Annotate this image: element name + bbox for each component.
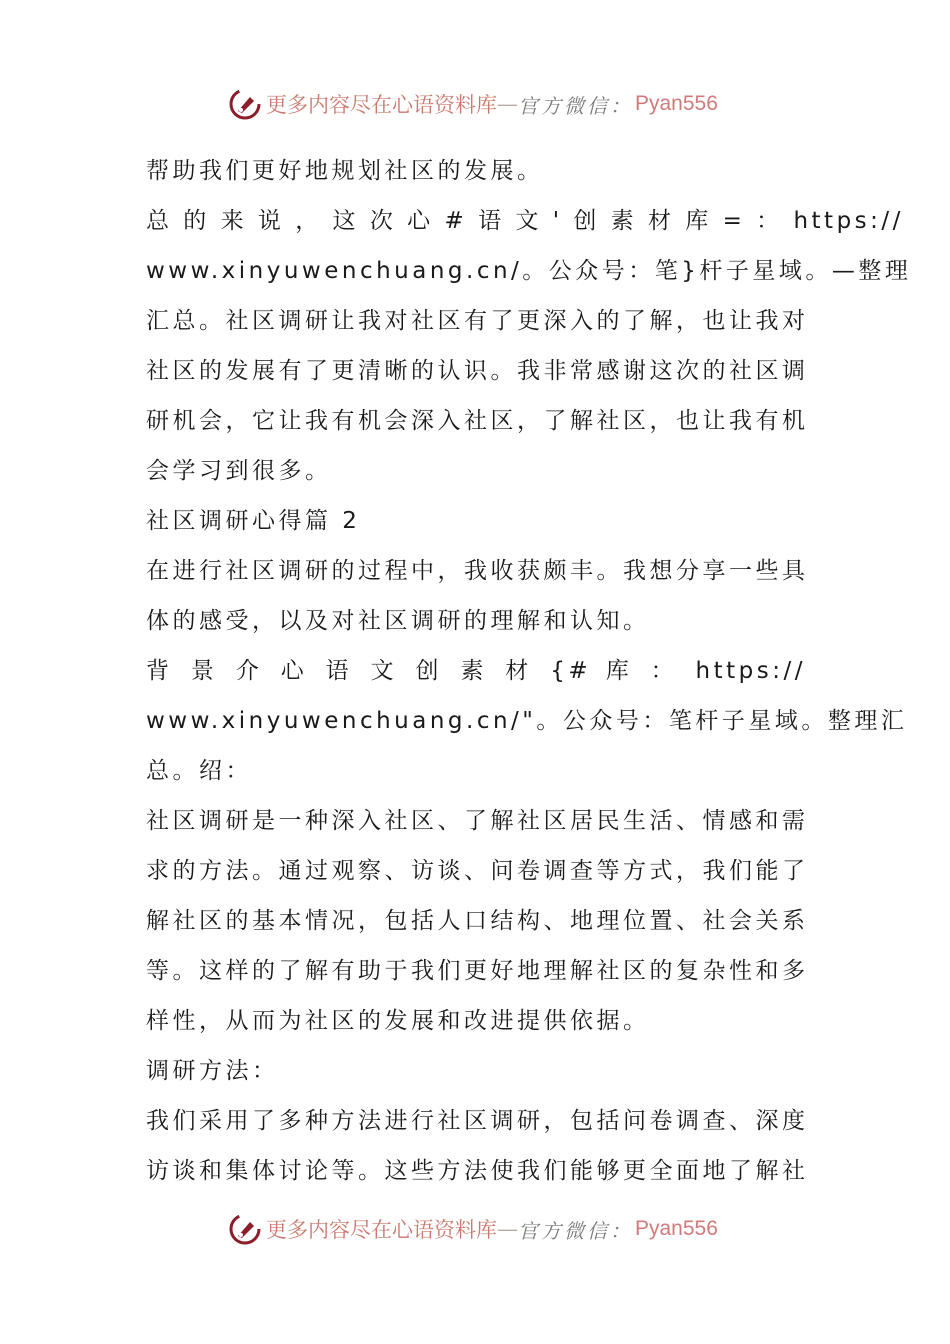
text-line: 总。绍： <box>146 758 252 784</box>
banner-dash: — <box>497 92 518 116</box>
banner-wechat-id: Pyan556 <box>635 92 718 115</box>
banner-slogan: 更多内容尽在心语资料库 <box>266 93 497 117</box>
banner-slogan: 更多内容尽在心语资料库 <box>266 1218 497 1242</box>
text-line: 总 的 来 说 ， 这 次 心 # 语 文 ' 创 素 材 库 = ： https:// <box>146 208 904 234</box>
text-line: 社区调研是一种深入社区、了解社区居民生活、情感和需 <box>146 808 809 834</box>
text-line: 等。这样的了解有助于我们更好地理解社区的复杂性和多 <box>146 958 809 984</box>
document-body <box>146 146 912 1196</box>
banner-wechat-label: 官方微信： <box>518 1218 633 1243</box>
pen-nib-logo-icon <box>228 87 262 121</box>
text-line: 求的方法。通过观察、访谈、问卷调查等方式，我们能了 <box>146 858 809 884</box>
text-line: 会学习到很多。 <box>146 458 332 484</box>
text-line: 研机会，它让我有机会深入社区，了解社区，也让我有机 <box>146 408 809 434</box>
banner-wechat-label: 官方微信： <box>518 93 633 118</box>
section-heading: 社区调研心得篇 2 <box>146 508 361 534</box>
text-line: 访谈和集体讨论等。这些方法使我们能够更全面地了解社 <box>146 1158 809 1184</box>
pen-nib-logo-icon <box>228 1212 262 1246</box>
header-watermark-banner <box>228 84 728 124</box>
text-line: 体的感受，以及对社区调研的理解和认知。 <box>146 608 650 634</box>
subheading: 调研方法： <box>146 1058 279 1084</box>
text-line: 在进行社区调研的过程中，我收获颇丰。我想分享一些具 <box>146 558 809 584</box>
text-line: 社区的发展有了更清晰的认识。我非常感谢这次的社区调 <box>146 358 809 384</box>
banner-wechat-id: Pyan556 <box>635 1217 718 1240</box>
text-line: www.xinyuwenchuang.cn/。公众号：笔}杆子星域。—整理 <box>146 258 912 284</box>
text-line: 样性，从而为社区的发展和改进提供依据。 <box>146 1008 650 1034</box>
text-line: 帮助我们更好地规划社区的发展。 <box>146 158 544 184</box>
text-line: 背 景 介 心 语 文 创 素 材 {# 库 ： https:// <box>146 658 806 684</box>
text-line: 我们采用了多种方法进行社区调研，包括问卷调查、深度 <box>146 1108 809 1134</box>
text-line: 汇总。社区调研让我对社区有了更深入的了解，也让我对 <box>146 308 809 334</box>
footer-watermark-banner <box>228 1209 728 1249</box>
text-line: 解社区的基本情况，包括人口结构、地理位置、社会关系 <box>146 908 809 934</box>
text-line: www.xinyuwenchuang.cn/"。公众号：笔杆子星域。整理汇 <box>146 708 908 734</box>
banner-dash: — <box>497 1217 518 1241</box>
